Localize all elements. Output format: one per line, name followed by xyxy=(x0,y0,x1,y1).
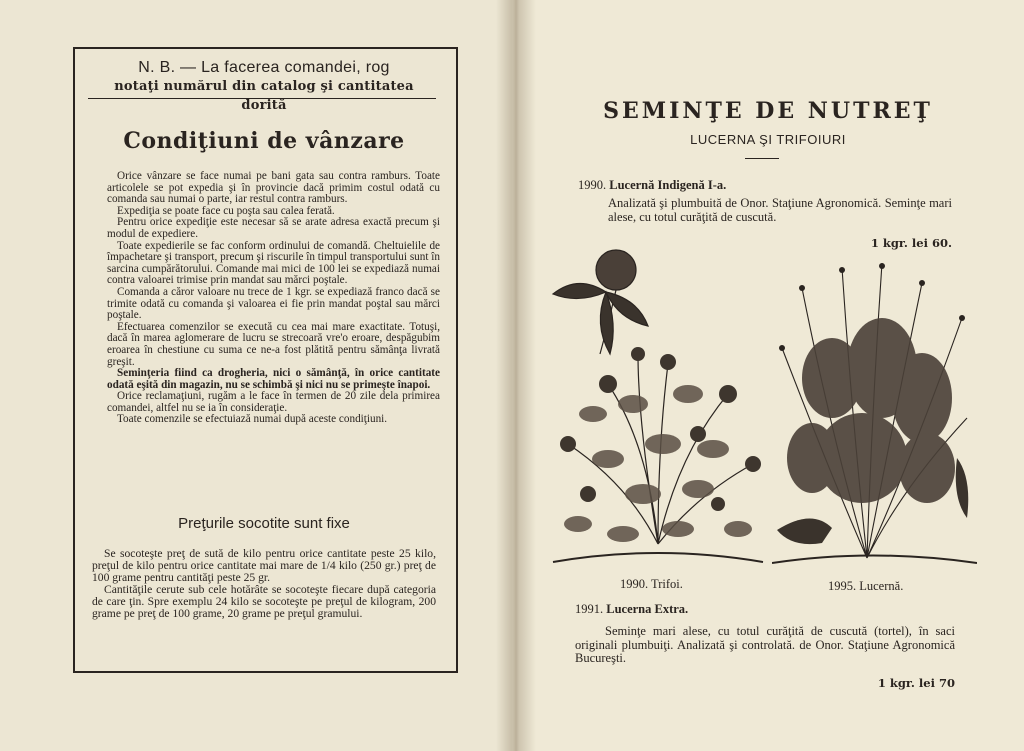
conditions-paragraph: Orice vânzare se face numai pe bani gata sau contra ramburs. Toate articolele se pot expedia şi în provincie dacă primim costul odată cu comanda sau numai o parte, iar restul contra ramburs. xyxy=(107,170,440,206)
conditions-paragraph: Efectuarea comenzilor se execută cu cea mai mare exactitate. Totuşi, dacă în marea aglomerare de lucru se strecoară vre'o eroare, despăgubim eroarea în chestiune cu suma ce ne-a fost plătită pentru sămânţa livrată greşit. xyxy=(107,320,440,368)
conditions-body xyxy=(107,171,440,426)
conditions-paragraph: Orice reclamaţiuni, rugăm a le face în termen de 20 zile dela primirea comandei, altfel nu se ia în consideraţie. xyxy=(107,390,440,414)
item-number: 1990. xyxy=(578,178,607,192)
item-1991-heading xyxy=(575,602,688,617)
conditions-paragraph: Pentru orice expediţie este necesar să se arate adresa exactă precum şi modul de expediere. xyxy=(107,216,440,240)
conditions-paragraph: Comanda a căror valoare nu trece de 1 kgr. se expediază franco dacă se trimite odată cu comanda şi valoarea ei fie prin mandat poştal sau mărci poştale. xyxy=(107,285,440,322)
conditions-bold-paragraph xyxy=(107,368,440,391)
item-1990-description: Analizată şi plumbuită de Onor. Staţiune Agronomică. Seminţe mari alese, cu totul curăţită de cuscută. xyxy=(608,196,952,224)
caption-lucerna: 1995. Lucernă. xyxy=(828,579,904,593)
page-title: SEMINŢE DE NUTREŢ xyxy=(603,98,933,124)
conditions-paragraph: Toate expedierile se fac conform ordinului de comandă. Cheltuielile de împachetare şi transport, precum şi riscurile în timpul transportului sunt în sarcina cumpărătorului. Comande mai mici de 100 lei se expediază numai contra valoarei trimise prin mandat sau mărci poştale. xyxy=(107,239,440,287)
conditions-title: Condiţiuni de vânzare xyxy=(123,128,405,154)
prices-body xyxy=(92,548,436,619)
nb-line-1: N. B. — La facerea comandei, rog xyxy=(138,59,390,76)
nb-line-2: notaţi numărul din catalog şi cantitatea dorită xyxy=(114,79,414,113)
no-return-notice: Seminţeria fiind ca drogheria, nici o sămânţă, în orice cantitate odată eşită din magazin, nu se schimbă şi nici nu se primeşte înapoi. xyxy=(107,367,440,391)
item-number: 1991. xyxy=(575,602,604,616)
clover-illustration xyxy=(548,244,768,574)
conditions-paragraph: Expediţia se poate face cu poşta sau calea ferată. xyxy=(117,204,335,217)
nb-divider xyxy=(88,98,436,99)
conditions-paragraph: Toate comenzile se efectuiază numai după aceste condiţiuni. xyxy=(117,413,388,426)
caption-trifoi: 1990. Trifoi. xyxy=(620,577,683,591)
item-1990-price: 1 kgr. lei 60. xyxy=(870,236,952,250)
prices-paragraph: Cantităţile cerute sub cele hotărâte se socoteşte fiecare după categoria de care ţin. Spre exemplu 24 kilo se socoteşte pe preţul de kilogram, 200 grame pe preţ de 100 grame, 20 grame pe preţul gramului. xyxy=(92,582,436,620)
page-subtitle: LUCERNA ŞI TRIFOIURI xyxy=(690,132,846,147)
item-name: Lucerna Extra. xyxy=(606,602,689,616)
title-divider xyxy=(745,158,779,159)
item-1990-heading xyxy=(578,178,726,193)
lucerne-illustration xyxy=(772,258,977,572)
nb-note xyxy=(90,58,438,115)
prices-title: Preţurile socotite sunt fixe xyxy=(178,515,350,532)
item-1991-price: 1 kgr. lei 70 xyxy=(877,676,955,690)
prices-paragraph: Se socoteşte preţ de sută de kilo pentru orice cantitate peste 25 kilo, preţul de kilo pentru orice cantitate mai mare de 1/4 kilo (250 gr.) preţ de 100 grame pentru cantităţi peste 25 gr. xyxy=(92,547,436,584)
item-name: Lucernă Indigenă I-a. xyxy=(609,178,727,192)
item-1991-description: Seminţe mari alese, cu totul curăţită de cuscută (tortel), în saci originali plumbuiţi. Analizată şi controlată. de Onor. Staţiune Agronomică Bucureşti. xyxy=(575,624,955,665)
